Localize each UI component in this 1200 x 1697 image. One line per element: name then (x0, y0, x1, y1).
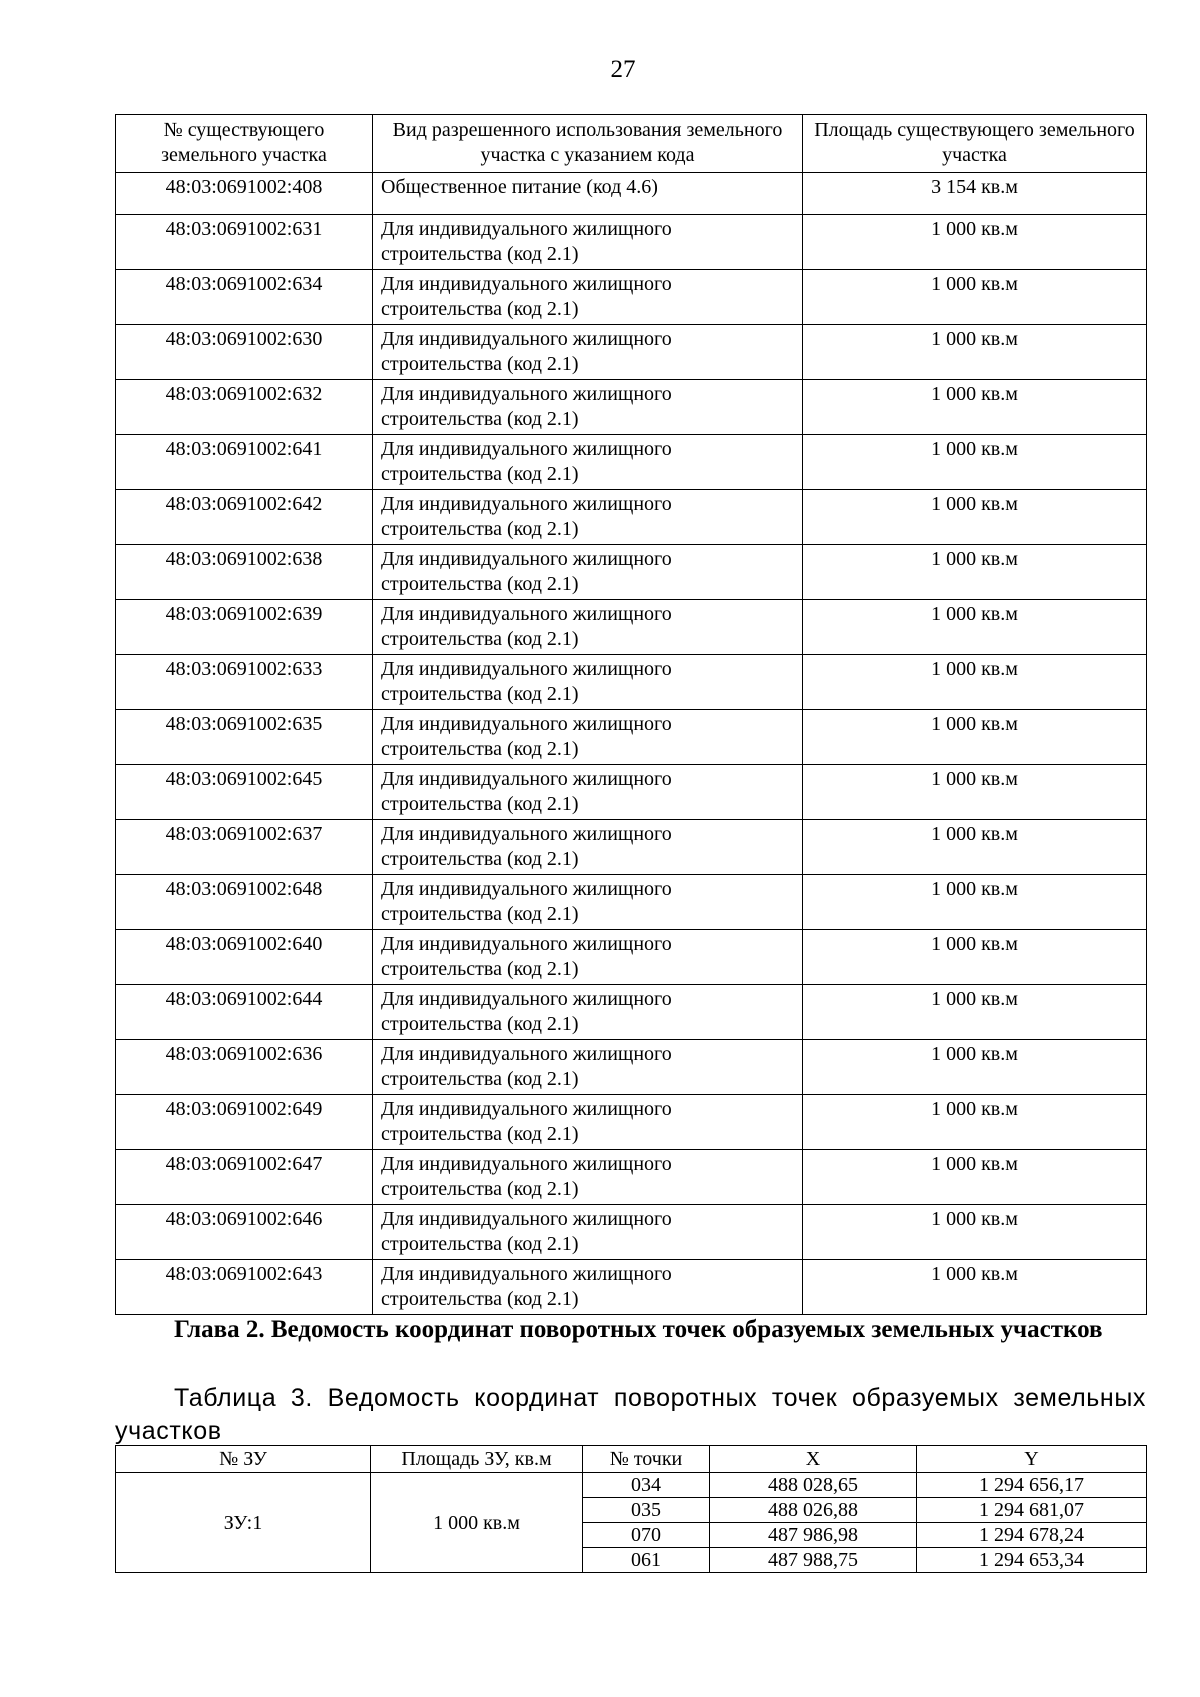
parcel-number-cell: 48:03:0691002:647 (116, 1150, 373, 1205)
table-row (116, 765, 1147, 820)
x-coordinate-cell: 488 026,88 (710, 1498, 917, 1523)
parcel-number-cell: 48:03:0691002:644 (116, 985, 373, 1040)
permitted-use-cell: Для индивидуального жилищного строительства (код 2.1) (373, 435, 803, 490)
x-coordinate-cell: 488 028,65 (710, 1473, 917, 1498)
header-permitted-use: Вид разрешенного использования земельного участка с указанием кода (373, 115, 803, 173)
chapter-heading: Глава 2. Ведомость координат поворотных точек образуемых земельных участков (174, 1316, 1103, 1343)
zu-area-cell: 1 000 кв.м (371, 1473, 583, 1573)
table-row (116, 1260, 1147, 1315)
parcel-area-cell: 3 154 кв.м (803, 173, 1147, 215)
x-coordinate-cell: 487 988,75 (710, 1548, 917, 1573)
parcel-area-cell: 1 000 кв.м (803, 985, 1147, 1040)
existing-parcels-table (115, 114, 1147, 1315)
parcel-area-cell: 1 000 кв.м (803, 600, 1147, 655)
permitted-use-cell: Для индивидуального жилищного строительства (код 2.1) (373, 545, 803, 600)
parcel-number-cell: 48:03:0691002:631 (116, 215, 373, 270)
permitted-use-cell: Для индивидуального жилищного строительства (код 2.1) (373, 1150, 803, 1205)
permitted-use-cell: Для индивидуального жилищного строительства (код 2.1) (373, 820, 803, 875)
permitted-use-cell: Для индивидуального жилищного строительства (код 2.1) (373, 215, 803, 270)
point-number-cell: 034 (583, 1473, 710, 1498)
parcel-number-cell: 48:03:0691002:633 (116, 655, 373, 710)
parcel-number-cell: 48:03:0691002:643 (116, 1260, 373, 1315)
parcel-area-cell: 1 000 кв.м (803, 380, 1147, 435)
y-coordinate-cell: 1 294 653,34 (917, 1548, 1147, 1573)
table-header-row (116, 1446, 1147, 1473)
parcel-number-cell: 48:03:0691002:634 (116, 270, 373, 325)
table-row (116, 1040, 1147, 1095)
permitted-use-cell: Для индивидуального жилищного строительства (код 2.1) (373, 325, 803, 380)
permitted-use-cell: Для индивидуального жилищного строительства (код 2.1) (373, 1040, 803, 1095)
header-zu-number: № ЗУ (116, 1446, 371, 1473)
header-x: X (710, 1446, 917, 1473)
table-row (116, 875, 1147, 930)
table-row (116, 490, 1147, 545)
permitted-use-cell: Для индивидуального жилищного строительства (код 2.1) (373, 1095, 803, 1150)
permitted-use-cell: Для индивидуального жилищного строительства (код 2.1) (373, 490, 803, 545)
permitted-use-cell: Для индивидуального жилищного строительства (код 2.1) (373, 985, 803, 1040)
parcel-number-cell: 48:03:0691002:630 (116, 325, 373, 380)
parcel-number-cell: 48:03:0691002:645 (116, 765, 373, 820)
parcel-number-cell: 48:03:0691002:649 (116, 1095, 373, 1150)
table-row (116, 710, 1147, 765)
table-row (116, 325, 1147, 380)
parcel-area-cell: 1 000 кв.м (803, 325, 1147, 380)
parcel-area-cell: 1 000 кв.м (803, 820, 1147, 875)
parcel-number-cell: 48:03:0691002:408 (116, 173, 373, 215)
y-coordinate-cell: 1 294 681,07 (917, 1498, 1147, 1523)
permitted-use-cell: Общественное питание (код 4.6) (373, 173, 803, 215)
parcel-number-cell: 48:03:0691002:637 (116, 820, 373, 875)
parcel-number-cell: 48:03:0691002:641 (116, 435, 373, 490)
table-row (116, 380, 1147, 435)
permitted-use-cell: Для индивидуального жилищного строительства (код 2.1) (373, 765, 803, 820)
point-number-cell: 035 (583, 1498, 710, 1523)
table-row (116, 930, 1147, 985)
parcel-area-cell: 1 000 кв.м (803, 545, 1147, 600)
header-y: Y (917, 1446, 1147, 1473)
parcel-number-cell: 48:03:0691002:640 (116, 930, 373, 985)
table-row (116, 1095, 1147, 1150)
page-number: 27 (610, 56, 636, 83)
parcel-area-cell: 1 000 кв.м (803, 1095, 1147, 1150)
table-row (116, 655, 1147, 710)
table-row (116, 215, 1147, 270)
table-caption: Таблица 3. Ведомость координат поворотных точек образуемых земельных участков (115, 1384, 1146, 1445)
table-row (116, 1205, 1147, 1260)
zu-number-cell: ЗУ:1 (116, 1473, 371, 1573)
table-row (116, 820, 1147, 875)
permitted-use-cell: Для индивидуального жилищного строительства (код 2.1) (373, 1260, 803, 1315)
parcel-area-cell: 1 000 кв.м (803, 1150, 1147, 1205)
parcel-area-cell: 1 000 кв.м (803, 215, 1147, 270)
permitted-use-cell: Для индивидуального жилищного строительства (код 2.1) (373, 655, 803, 710)
coordinates-table-body (116, 1473, 1147, 1573)
parcel-area-cell: 1 000 кв.м (803, 710, 1147, 765)
parcels-table-body (116, 173, 1147, 1315)
permitted-use-cell: Для индивидуального жилищного строительства (код 2.1) (373, 380, 803, 435)
table-row (116, 1150, 1147, 1205)
table-row (116, 985, 1147, 1040)
table-row (116, 435, 1147, 490)
parcel-number-cell: 48:03:0691002:642 (116, 490, 373, 545)
permitted-use-cell: Для индивидуального жилищного строительства (код 2.1) (373, 600, 803, 655)
y-coordinate-cell: 1 294 678,24 (917, 1523, 1147, 1548)
parcel-number-cell: 48:03:0691002:648 (116, 875, 373, 930)
header-parcel-area: Площадь существующего земельного участка (803, 115, 1147, 173)
header-parcel-number: № существующего земельного участка (116, 115, 373, 173)
parcel-area-cell: 1 000 кв.м (803, 435, 1147, 490)
parcel-number-cell: 48:03:0691002:635 (116, 710, 373, 765)
parcel-number-cell: 48:03:0691002:639 (116, 600, 373, 655)
parcel-number-cell: 48:03:0691002:632 (116, 380, 373, 435)
parcel-area-cell: 1 000 кв.м (803, 1260, 1147, 1315)
y-coordinate-cell: 1 294 656,17 (917, 1473, 1147, 1498)
header-point-number: № точки (583, 1446, 710, 1473)
permitted-use-cell: Для индивидуального жилищного строительства (код 2.1) (373, 930, 803, 985)
permitted-use-cell: Для индивидуального жилищного строительства (код 2.1) (373, 710, 803, 765)
parcel-area-cell: 1 000 кв.м (803, 930, 1147, 985)
parcel-area-cell: 1 000 кв.м (803, 765, 1147, 820)
header-zu-area: Площадь ЗУ, кв.м (371, 1446, 583, 1473)
table-row (116, 1473, 1147, 1498)
table-row (116, 545, 1147, 600)
parcel-area-cell: 1 000 кв.м (803, 490, 1147, 545)
parcel-number-cell: 48:03:0691002:636 (116, 1040, 373, 1095)
point-number-cell: 061 (583, 1548, 710, 1573)
permitted-use-cell: Для индивидуального жилищного строительства (код 2.1) (373, 875, 803, 930)
parcel-area-cell: 1 000 кв.м (803, 655, 1147, 710)
parcel-area-cell: 1 000 кв.м (803, 270, 1147, 325)
table-row (116, 600, 1147, 655)
parcel-area-cell: 1 000 кв.м (803, 1205, 1147, 1260)
parcel-number-cell: 48:03:0691002:638 (116, 545, 373, 600)
point-number-cell: 070 (583, 1523, 710, 1548)
parcel-area-cell: 1 000 кв.м (803, 1040, 1147, 1095)
permitted-use-cell: Для индивидуального жилищного строительства (код 2.1) (373, 1205, 803, 1260)
permitted-use-cell: Для индивидуального жилищного строительства (код 2.1) (373, 270, 803, 325)
parcel-area-cell: 1 000 кв.м (803, 875, 1147, 930)
x-coordinate-cell: 487 986,98 (710, 1523, 917, 1548)
coordinates-table (115, 1445, 1147, 1573)
table-header-row (116, 115, 1147, 173)
table-row (116, 270, 1147, 325)
parcel-number-cell: 48:03:0691002:646 (116, 1205, 373, 1260)
table-row (116, 173, 1147, 215)
